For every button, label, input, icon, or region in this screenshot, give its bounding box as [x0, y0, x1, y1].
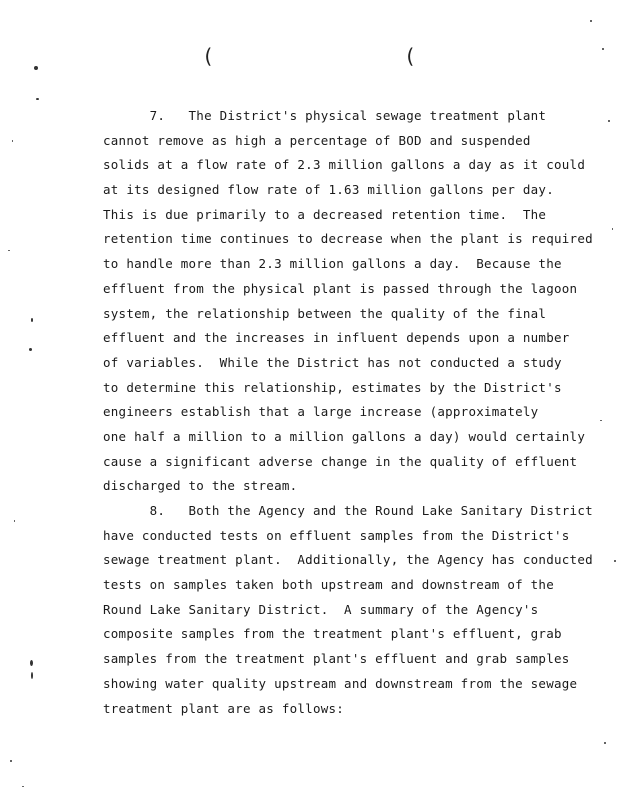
body-text [103, 104, 603, 721]
scan-speck [614, 560, 616, 562]
scan-speck [604, 742, 606, 744]
text-line: have conducted tests on effluent samples from the District's [103, 527, 570, 543]
scan-speck [31, 672, 33, 679]
scan-speck [29, 348, 32, 351]
text-line: Round Lake Sanitary District. A summary of the Agency's [103, 601, 539, 617]
text-line: one half a million to a million gallons a day) would certainly [103, 428, 586, 444]
text-line: solids at a flow rate of 2.3 million gallons a day as it could [103, 157, 586, 173]
header-mark-right: ( [404, 44, 417, 68]
text-line: of variables. While the District has not conducted a study [103, 354, 562, 370]
text-line: treatment plant are as follows: [103, 700, 345, 716]
text-line: effluent and the increases in influent depends upon a number [103, 330, 570, 346]
text-line: system, the relationship between the quality of the final [103, 305, 547, 321]
text-line: retention time continues to decrease when the plant is required [103, 231, 593, 247]
text-line: sewage treatment plant. Additionally, the Agency has conducted [103, 552, 593, 568]
text-line: effluent from the physical plant is passed through the lagoon [103, 280, 578, 296]
text-line: tests on samples taken both upstream and downstream of the [103, 577, 554, 593]
scan-speck [612, 228, 613, 230]
scan-speck [608, 120, 610, 122]
scan-speck [22, 786, 24, 787]
scan-speck [590, 20, 592, 22]
scan-speck [600, 420, 602, 421]
text-line: 8. Both the Agency and the Round Lake Sanitary District [103, 503, 593, 518]
text-line: This is due primarily to a decreased retention time. The [103, 206, 547, 222]
scan-speck [8, 250, 10, 251]
scan-speck [10, 760, 12, 762]
text-line: at its designed flow rate of 1.63 million gallons per day. [103, 182, 554, 198]
text-line: cause a significant adverse change in the quality of effluent [103, 453, 578, 469]
scan-speck [14, 520, 15, 522]
scan-speck [30, 660, 33, 666]
text-line: engineers establish that a large increase (approximately [103, 404, 539, 420]
text-line: discharged to the stream. [103, 478, 298, 494]
scan-speck [34, 66, 38, 70]
scan-speck [12, 140, 13, 142]
text-line: composite samples from the treatment plant's effluent, grab [103, 626, 562, 642]
paragraph-8 [103, 499, 603, 721]
scan-speck [36, 98, 39, 100]
text-line: samples from the treatment plant's effluent and grab samples [103, 651, 570, 667]
paragraph-7 [103, 104, 603, 499]
scan-speck [31, 318, 33, 322]
scan-speck [602, 48, 604, 50]
text-line: showing water quality upstream and downstream from the sewage [103, 675, 578, 691]
text-line: to determine this relationship, estimates by the District's [103, 379, 562, 395]
text-line: cannot remove as high a percentage of BOD and suspended [103, 132, 531, 148]
text-line: to handle more than 2.3 million gallons a day. Because the [103, 256, 562, 272]
text-line: 7. The District's physical sewage treatment plant [103, 108, 547, 123]
header-mark-left: ( [202, 44, 215, 68]
